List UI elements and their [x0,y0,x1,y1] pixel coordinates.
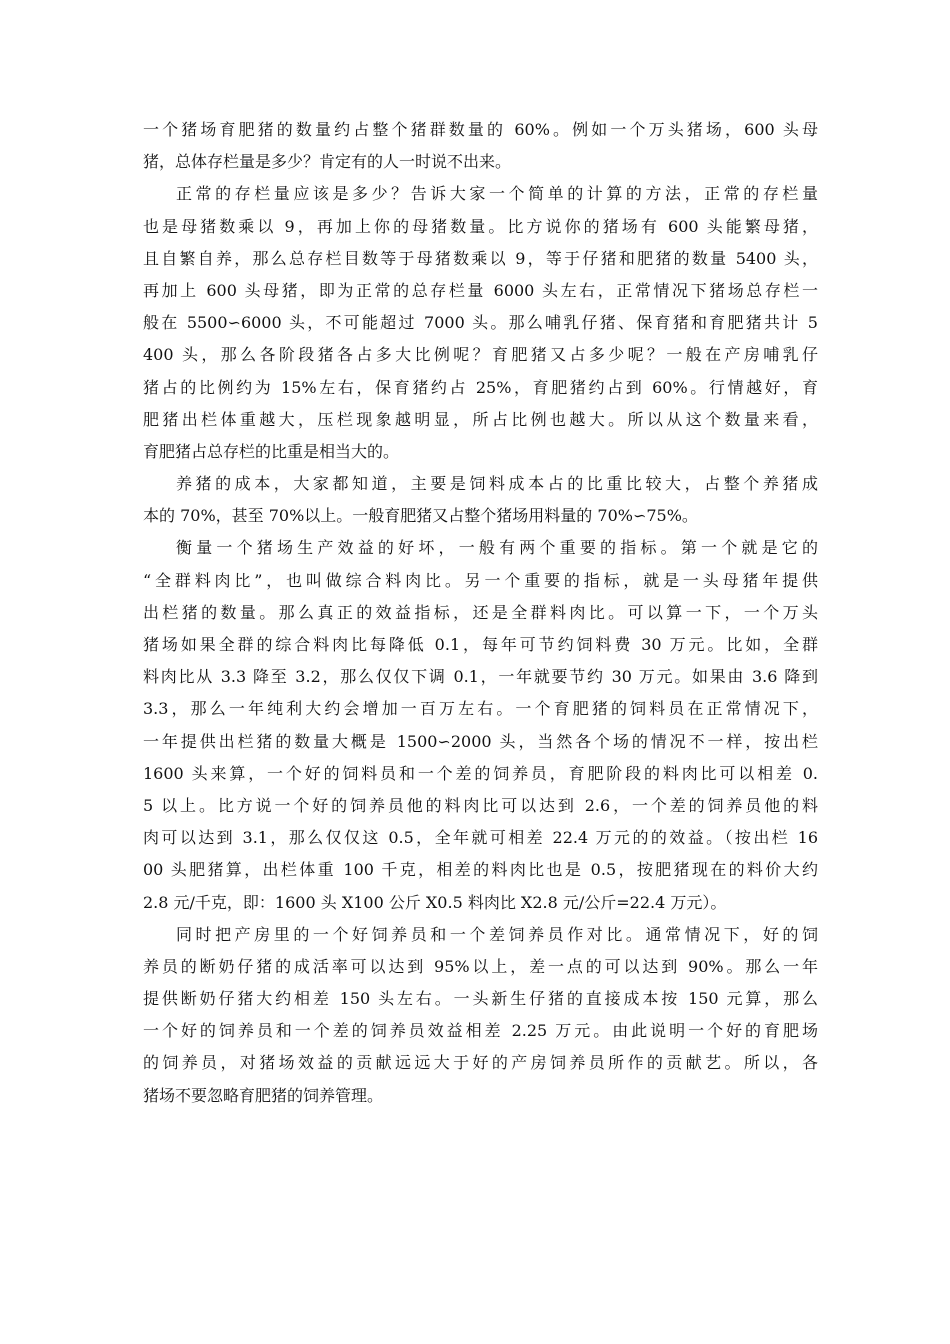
text-line: 猪场如果全群的综合料肉比每降低 0.1，每年可节约饲料费 30 万元。比如，全群 [143,635,818,654]
paragraph [143,919,818,1112]
text-line: 一个好的饲养员和一个差的饲养员效益相差 2.25 万元。由此说明一个好的育肥场 [143,1021,818,1041]
text-line: 猪占的比例约为 15%左右，保育猪约占 25%，育肥猪约占到 60%。行情越好，育 [143,377,818,397]
text-line: 肉可以达到 3.1，那么仅仅这 0.5，全年就可相差 22.4 万元的的效益。（按出栏 16 [143,828,818,848]
text-line: 正常的存栏量应该是多少？告诉大家一个简单的计算的方法，正常的存栏量 [176,184,818,204]
text-line: 00 头肥猪算，出栏体重 100 千克，相差的料肉比也是 0.5，按肥猪现在的料价大约 [143,860,818,880]
text-line: 1600 头来算，一个好的饲料员和一个差的饲养员，育肥阶段的料肉比可以相差 0. [143,763,818,783]
paragraph [143,532,818,918]
text-line: 猪，总体存栏量是多少？肯定有的人一时说不出来。 [143,152,512,172]
text-line: 本的 70%，甚至 70%以上。一般育肥猪又占整个猪场用料量的 70%∽75%。 [143,506,698,526]
text-line: 5 以上。比方说一个好的饲养员他的料肉比可以达到 2.6，一个差的饲养员他的料 [143,795,818,815]
text-line: 衡量一个猪场生产效益的好坏，一般有两个重要的指标。第一个就是它的 [176,538,818,558]
text-line: 肥猪出栏体重越大，压栏现象越明显，所占比例也越大。所以从这个数量来看， [143,409,818,429]
text-line: 2.8 元/千克，即：1600 头 X100 公斤 X0.5 料肉比 X2.8 元/公斤=22.4 万元）。 [143,892,727,912]
text-line: 提供断奶仔猪大约相差 150 头左右。一头新生仔猪的直接成本按 150 元算，那么 [143,989,818,1009]
text-line: 般在 5500∽6000 头，不可能超过 7000 头。那么哺乳仔猪、保育猪和育肥猪共计 5 [143,313,818,333]
paragraph [143,468,818,532]
text-line: 养猪的成本，大家都知道，主要是饲料成本占的比重比较大，占整个养猪成 [176,474,818,494]
text-line: 且自繁自养，那么总存栏目数等于母猪数乘以 9，等于仔猪和肥猪的数量 5400 头， [143,248,818,268]
text-line: 一年提供出栏猪的数量大概是 1500∽2000 头，当然各个场的情况不一样，按出栏 [143,731,818,751]
text-line: 养员的断奶仔猪的成活率可以达到 95%以上，差一点的可以达到 90%。那么一年 [143,956,818,976]
text-line: 的饲养员，对猪场效益的贡献远远大于好的产房饲养员所作的贡献艺。所以，各 [143,1053,818,1073]
text-line: “全群料肉比”，也叫做综合料肉比。另一个重要的指标，就是一头母猪年提供 [143,570,818,590]
text-line: 育肥猪占总存栏的比重是相当大的。 [143,441,400,461]
text-line: 同时把产房里的一个好饲养员和一个差饲养员作对比。通常情况下，好的饲 [176,924,818,944]
text-line: 3.3，那么一年纯利大约会增加一百万左右。一个育肥猪的饲料员在正常情况下， [143,699,818,719]
document-body [143,114,818,1112]
text-line: 一个猪场育肥猪的数量约占整个猪群数量的 60%。例如一个万头猪场，600 头母 [143,120,818,139]
text-line: 料肉比从 3.3 降至 3.2，那么仅仅下调 0.1，一年就要节约 30 万元。如果由 3.6 降到 [143,667,818,687]
text-line: 也是母猪数乘以 9，再加上你的母猪数量。比方说你的猪场有 600 头能繁母猪， [143,216,818,236]
text-line: 400 头，那么各阶段猪各占多大比例呢？育肥猪又占多少呢？一般在产房哺乳仔 [143,345,818,365]
paragraph [143,114,818,178]
text-line: 再加上 600 头母猪，即为正常的总存栏量 6000 头左右，正常情况下猪场总存栏一 [143,280,818,300]
paragraph [143,178,818,468]
text-line: 猪场不要忽略育肥猪的饲养管理。 [143,1085,384,1105]
text-line: 出栏猪的数量。那么真正的效益指标，还是全群料肉比。可以算一下，一个万头 [143,602,818,622]
